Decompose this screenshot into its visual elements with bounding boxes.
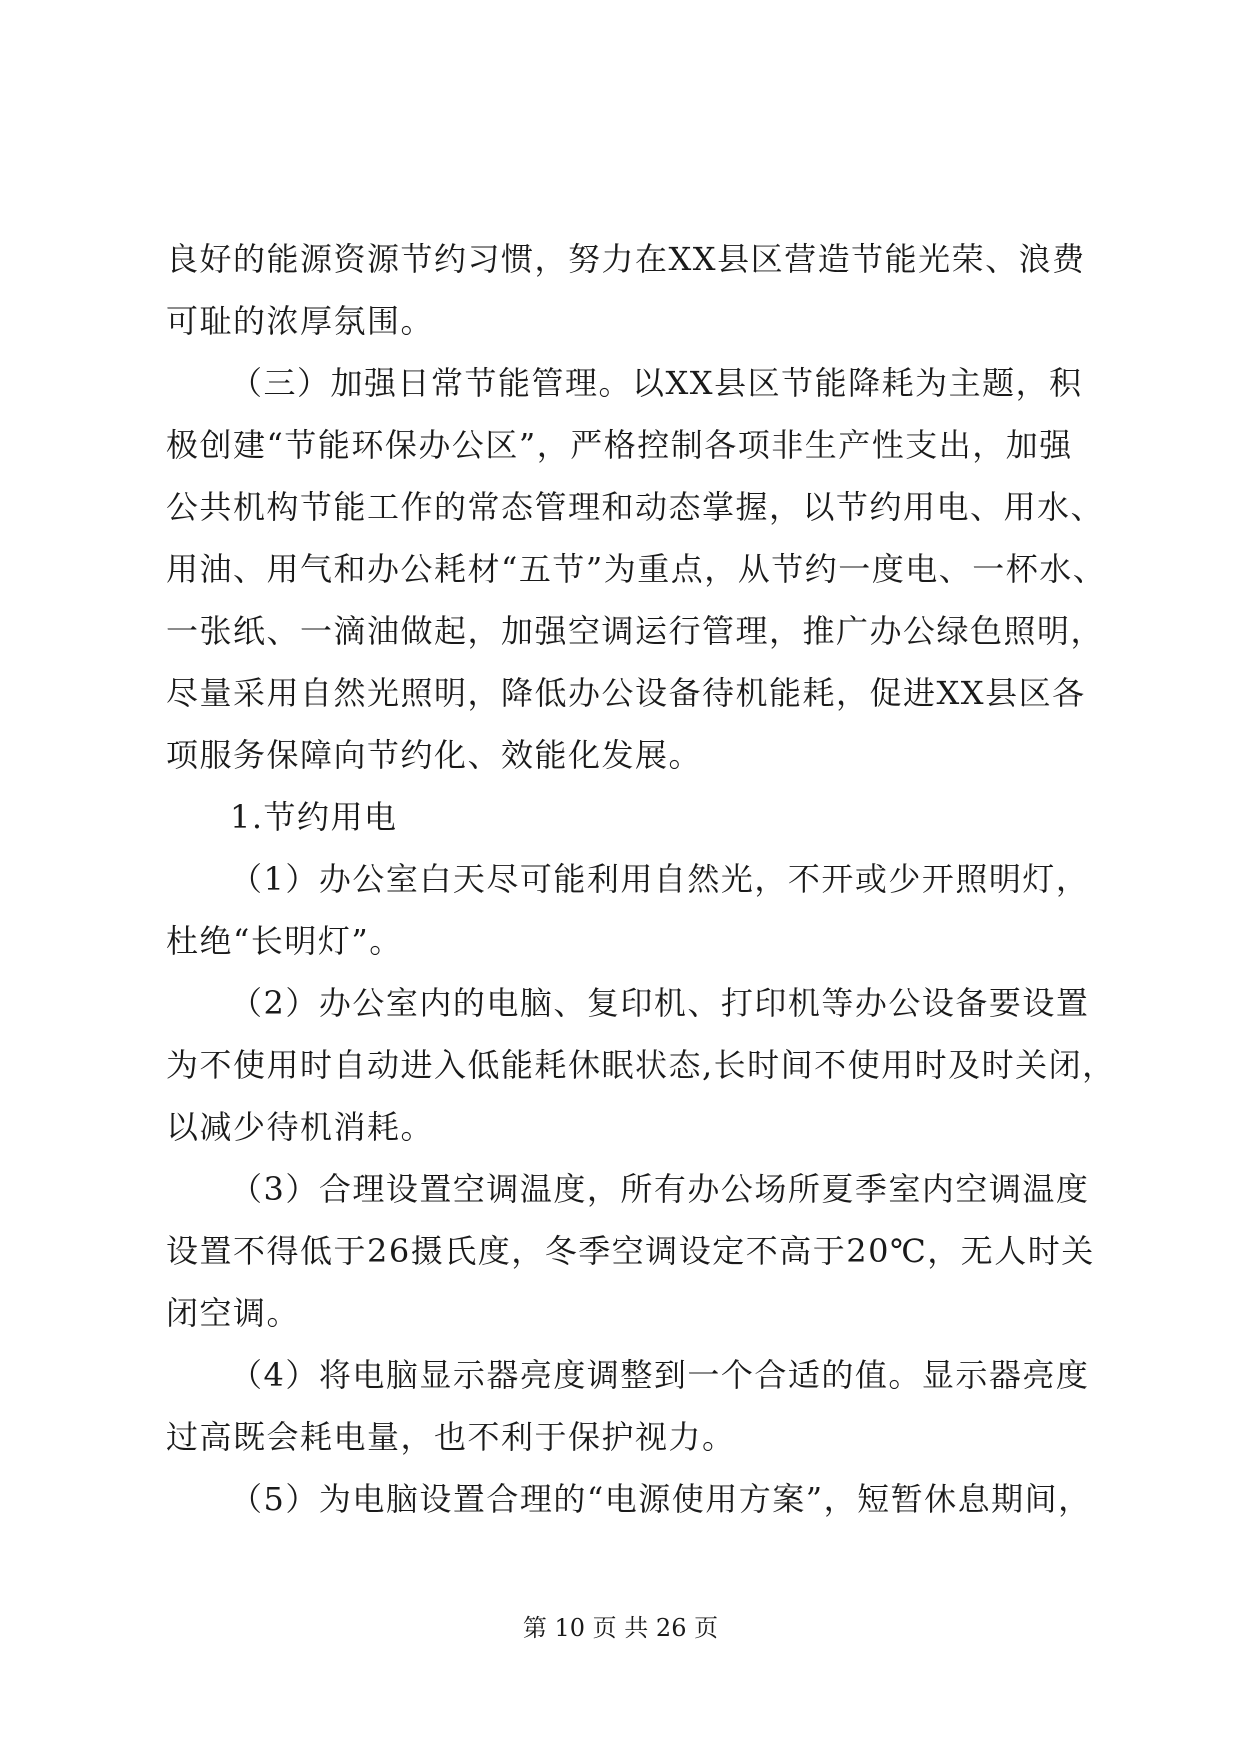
text-line: 一张纸、一滴油做起，加强空调运行管理，推广办公绿色照明， — [166, 612, 1105, 650]
list-item-3: （3）合理设置空调温度，所有办公场所夏季室内空调温度 — [230, 1170, 1090, 1208]
section-heading-3: （三）加强日常节能管理。以XX县区节能降耗为主题，积 — [230, 364, 1083, 402]
text-line: 过高既会耗电量，也不利于保护视力。 — [166, 1418, 736, 1456]
text-line: 设置不得低于26摄氏度，冬季空调设定不高于20℃，无人时关 — [166, 1232, 1095, 1270]
text-line: 为不使用时自动进入低能耗休眠状态,长时间不使用时及时关闭， — [166, 1046, 1116, 1084]
text-line: 用油、用气和办公耗材“五节”为重点，从节约一度电、一杯水、 — [166, 550, 1107, 588]
list-item-1: （1）办公室白天尽可能利用自然光，不开或少开照明灯， — [230, 860, 1090, 898]
text-line: 良好的能源资源节约习惯，努力在XX县区营造节能光荣、浪费 — [166, 240, 1086, 278]
list-item-2: （2）办公室内的电脑、复印机、打印机等办公设备要设置 — [230, 984, 1090, 1022]
text-line: 尽量采用自然光照明，降低办公设备待机能耗，促进XX县区各 — [166, 674, 1086, 712]
list-item-4: （4）将电脑显示器亮度调整到一个合适的值。显示器亮度 — [230, 1356, 1090, 1394]
text-line: 杜绝“长明灯”。 — [166, 922, 403, 960]
page-number-footer: 第 10 页 共 26 页 — [522, 1614, 719, 1642]
text-line: 闭空调。 — [166, 1294, 301, 1332]
text-line: 以减少待机消耗。 — [166, 1108, 435, 1146]
subsection-heading: 1.节约用电 — [230, 798, 398, 836]
text-line: 公共机构节能工作的常态管理和动态掌握，以节约用电、用水、 — [166, 488, 1105, 526]
body-text — [166, 228, 1116, 1530]
list-item-5: （5）为电脑设置合理的“电源使用方案”，短暂休息期间， — [230, 1480, 1092, 1518]
text-line: 极创建“节能环保办公区”，严格控制各项非生产性支出，加强 — [166, 426, 1073, 464]
text-line: 可耻的浓厚氛围。 — [166, 302, 435, 340]
text-line: 项服务保障向节约化、效能化发展。 — [166, 736, 703, 774]
